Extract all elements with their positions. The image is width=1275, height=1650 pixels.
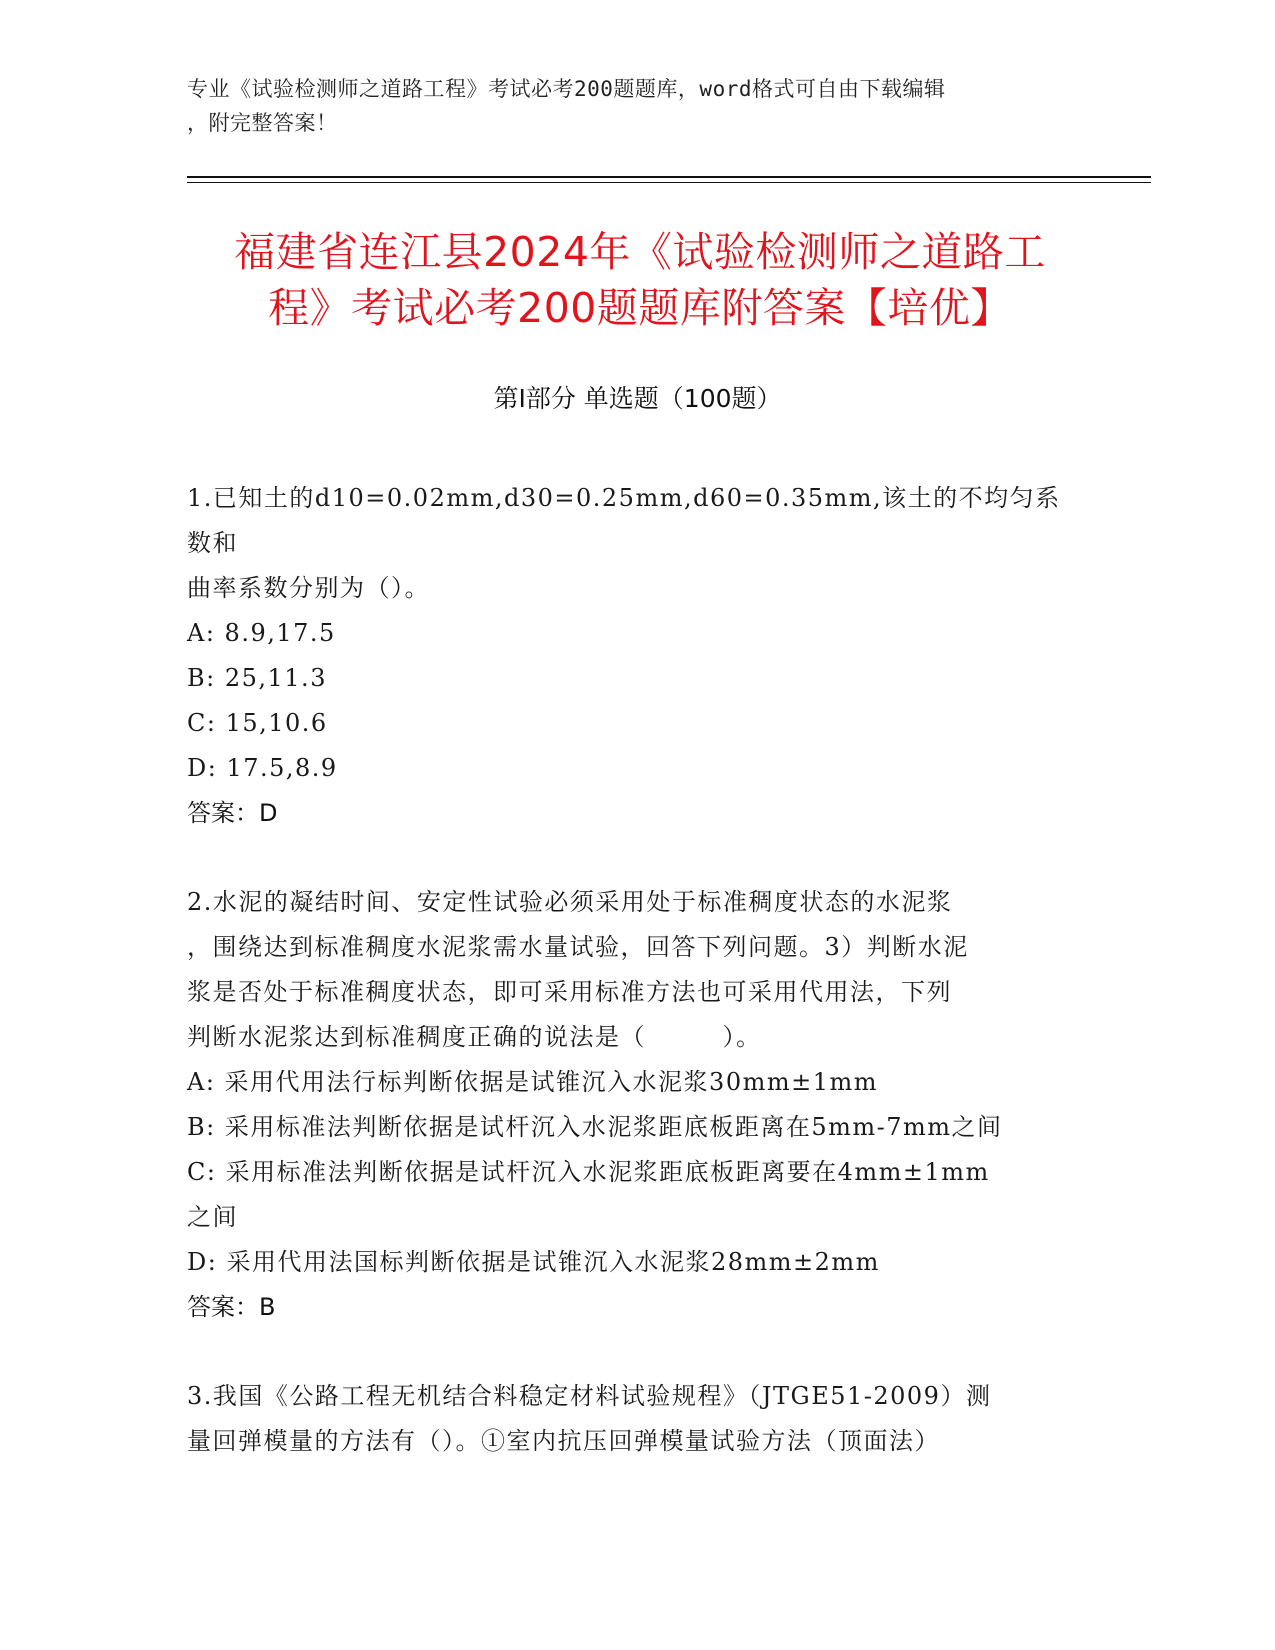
header-note-line: 专业《试验检测师之道路工程》考试必考200题题库，word格式可自由下载编辑 (187, 77, 946, 101)
answer: 答案：D (187, 799, 278, 827)
question-1 (187, 476, 1077, 836)
question-text: ，围绕达到标准稠度水泥浆需水量试验，回答下列问题。3）判断水泥 (187, 933, 969, 961)
question-text: 3.我国《公路工程无机结合料稳定材料试验规程》（JTGE51-2009）测 (187, 1382, 992, 1410)
header-note (187, 72, 1067, 140)
question-list (187, 476, 1077, 1464)
option-a: A: 采用代用法行标判断依据是试锥沉入水泥浆30mm±1mm (187, 1068, 878, 1096)
title-line: 程》考试必考200题题库附答案【培优】 (268, 284, 1012, 332)
option-b: B: 25,11.3 (187, 664, 327, 692)
document-title (180, 224, 1100, 336)
title-line: 福建省连江县2024年《试验检测师之道路工 (234, 228, 1046, 276)
header-divider (187, 176, 1151, 178)
section-title: 第Ⅰ部分 单选题（100题） (493, 384, 782, 413)
option-c-continued: 之间 (187, 1203, 238, 1231)
question-text: 2.水泥的凝结时间、安定性试验必须采用处于标准稠度状态的水泥浆 (187, 888, 953, 916)
spacer (187, 1330, 1077, 1374)
question-text: 量回弹模量的方法有（）。①室内抗压回弹模量试验方法（顶面法） (187, 1427, 940, 1455)
question-3 (187, 1374, 1077, 1464)
question-text: 浆是否处于标准稠度状态，即可采用标准方法也可采用代用法，下列 (187, 978, 952, 1006)
question-2 (187, 880, 1077, 1330)
option-a: A: 8.9,17.5 (187, 619, 336, 647)
question-text: 曲率系数分别为（）。 (187, 574, 430, 602)
option-b: B: 采用标准法判断依据是试杆沉入水泥浆距底板距离在5mm-7mm之间 (187, 1113, 1003, 1141)
option-c: C: 采用标准法判断依据是试杆沉入水泥浆距底板距离要在4mm±1mm (187, 1158, 990, 1186)
question-text: 判断水泥浆达到标准稠度正确的说法是（ ）。 (187, 1023, 762, 1051)
option-c: C: 15,10.6 (187, 709, 328, 737)
spacer (187, 836, 1077, 880)
header-note-line: ，附完整答案！ (187, 111, 338, 135)
option-d: D: 17.5,8.9 (187, 754, 338, 782)
header-divider-thin (187, 182, 1151, 183)
option-d: D: 采用代用法国标判断依据是试锥沉入水泥浆28mm±2mm (187, 1248, 880, 1276)
answer: 答案：B (187, 1293, 276, 1321)
question-text: 1.已知土的d10=0.02mm,d30=0.25mm,d60=0.35mm,该土的不均匀系数和 (187, 484, 1061, 557)
